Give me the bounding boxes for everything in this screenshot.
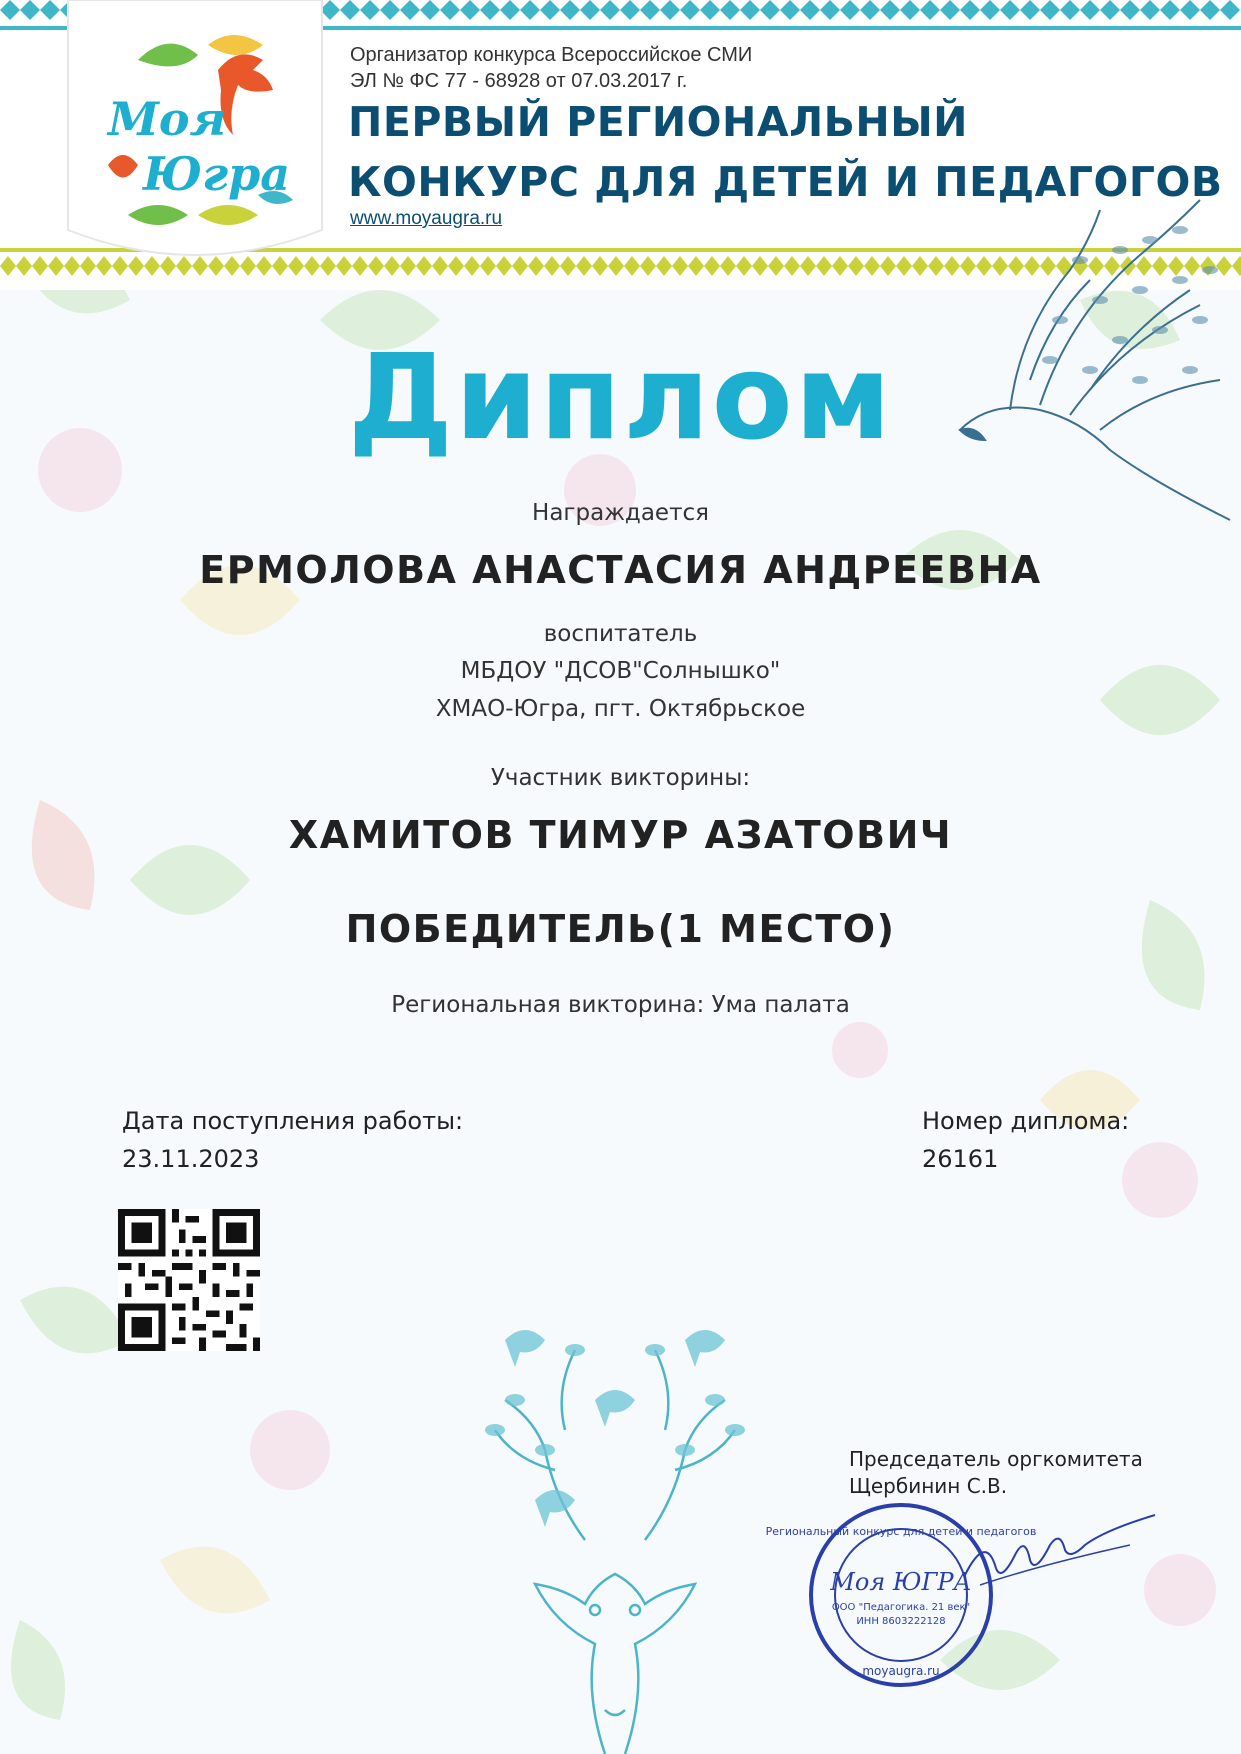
logo-text-moya: Моя bbox=[108, 92, 227, 146]
signature bbox=[960, 1525, 1160, 1605]
logo-moya-yugra bbox=[68, 0, 322, 270]
recipient-name: ЕРМОЛОВА АНАСТАСИЯ АНДРЕЕВНА bbox=[199, 548, 1042, 592]
deer-illustration bbox=[455, 1310, 815, 1754]
diploma-title: Диплом bbox=[347, 328, 894, 466]
qr-code[interactable] bbox=[118, 1209, 260, 1351]
svg-text:ИНН 8603222128: ИНН 8603222128 bbox=[856, 1616, 946, 1627]
recipient-position: воспитатель bbox=[543, 621, 698, 647]
date-value: 23.11.2023 bbox=[122, 1145, 260, 1173]
svg-text:Моя ЮГРА: Моя ЮГРА bbox=[830, 1568, 972, 1596]
contest-title-line-2: КОНКУРС ДЛЯ ДЕТЕЙ И ПЕДАГОГОВ bbox=[348, 158, 1223, 206]
result-place: ПОБЕДИТЕЛЬ(1 МЕСТО) bbox=[345, 907, 896, 951]
date-label: Дата поступления работы: bbox=[122, 1107, 464, 1135]
website-link[interactable]: www.moyaugra.ru bbox=[350, 208, 503, 229]
svg-text:moyaugra.ru: moyaugra.ru bbox=[862, 1664, 940, 1678]
organizer-line-1: Организатор конкурса Всероссийское СМИ bbox=[350, 44, 753, 66]
organizer-line-2: ЭЛ № ФС 77 - 68928 от 07.03.2017 г. bbox=[350, 70, 688, 92]
logo-text-yugra: Югра bbox=[143, 147, 291, 201]
svg-text:ООО "Педагогика. 21 век": ООО "Педагогика. 21 век" bbox=[831, 1602, 971, 1613]
signer-name: Щербинин С.В. bbox=[849, 1474, 1008, 1498]
contest-name: Региональная викторина: Ума палата bbox=[391, 992, 850, 1018]
recipient-organization: МБДОУ "ДСОВ"Солнышко" bbox=[460, 658, 781, 684]
svg-text:Региональный конкурс для детей: Региональный конкурс для детей и педагогов bbox=[765, 1525, 1037, 1538]
participant-name: ХАМИТОВ ТИМУР АЗАТОВИЧ bbox=[288, 813, 953, 857]
signer-title: Председатель оргкомитета bbox=[849, 1447, 1143, 1471]
contest-title-line-1: ПЕРВЫЙ РЕГИОНАЛЬНЫЙ bbox=[348, 98, 968, 146]
participant-label: Участник викторины: bbox=[490, 765, 751, 791]
recipient-location: ХМАО-Югра, пгт. Октябрьское bbox=[435, 696, 806, 722]
awarded-label: Награждается bbox=[532, 500, 709, 526]
diploma-number-label: Номер диплома: bbox=[922, 1107, 1130, 1135]
diploma-number-value: 26161 bbox=[922, 1145, 999, 1173]
